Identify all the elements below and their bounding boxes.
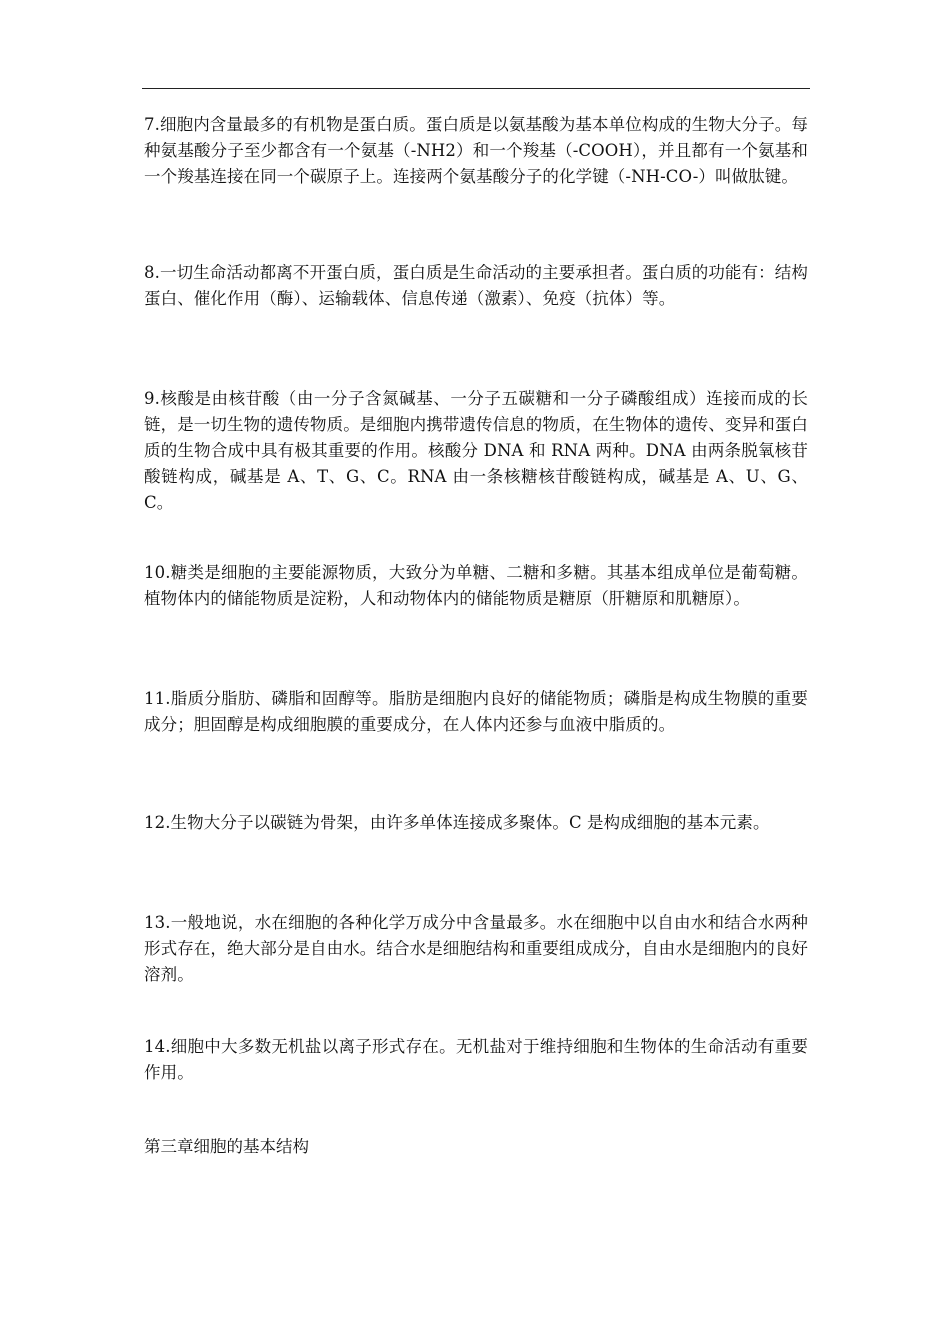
paragraph-8-protein-function: 8.一切生命活动都离不开蛋白质，蛋白质是生命活动的主要承担者。蛋白质的功能有：结构蛋白、催化作用（酶）、运输载体、信息传递（激素）、免疫（抗体）等。: [144, 263, 808, 308]
paragraph-7-protein: 7.细胞内含量最多的有机物是蛋白质。蛋白质是以氨基酸为基本单位构成的生物大分子。每种氨基酸分子至少都含有一个氨基（-NH2）和一个羧基（-COOH），并且都有一个氨基和一个羧基连接在同一个碳原子上。连接两个氨基酸分子的化学键（-NH-CO-）叫做肽键。: [144, 115, 808, 186]
paragraph-10-carbohydrate: 10.糖类是细胞的主要能源物质，大致分为单糖、二糖和多糖。其基本组成单位是葡萄糖。植物体内的储能物质是淀粉，人和动物体内的储能物质是糖原（肝糖原和肌糖原）。: [144, 563, 808, 608]
paragraph-13-water: 13.一般地说，水在细胞的各种化学万成分中含量最多。水在细胞中以自由水和结合水两种形式存在，绝大部分是自由水。结合水是细胞结构和重要组成成分，自由水是细胞内的良好溶剂。: [144, 913, 808, 984]
chapter-heading: 第三章细胞的基本结构: [144, 1137, 309, 1156]
paragraph-9-nucleic-acid: 9.核酸是由核苷酸（由一分子含氮碱基、一分子五碳糖和一分子磷酸组成）连接而成的长链，是一切生物的遗传物质。是细胞内携带遗传信息的物质，在生物体的遗传、变异和蛋白质的生物合成中具有极其重要的作用。核酸分 DNA 和 RNA 两种。DNA 由两条脱氧核苷酸链构成，碱基是 A、T、G、C。RNA 由一条核糖核苷酸链构成，碱基是 A、U、G、C。: [144, 389, 808, 512]
header-rule: [142, 88, 810, 89]
paragraph-11-lipid: 11.脂质分脂肪、磷脂和固醇等。脂肪是细胞内良好的储能物质；磷脂是构成生物膜的重要成分；胆固醇是构成细胞膜的重要成分，在人体内还参与血液中脂质的。: [144, 689, 808, 734]
paragraph-12-macromolecule: 12.生物大分子以碳链为骨架，由许多单体连接成多聚体。C 是构成细胞的基本元素。: [144, 813, 770, 832]
paragraph-14-inorganic-salt: 14.细胞中大多数无机盐以离子形式存在。无机盐对于维持细胞和生物体的生命活动有重要作用。: [144, 1037, 808, 1082]
